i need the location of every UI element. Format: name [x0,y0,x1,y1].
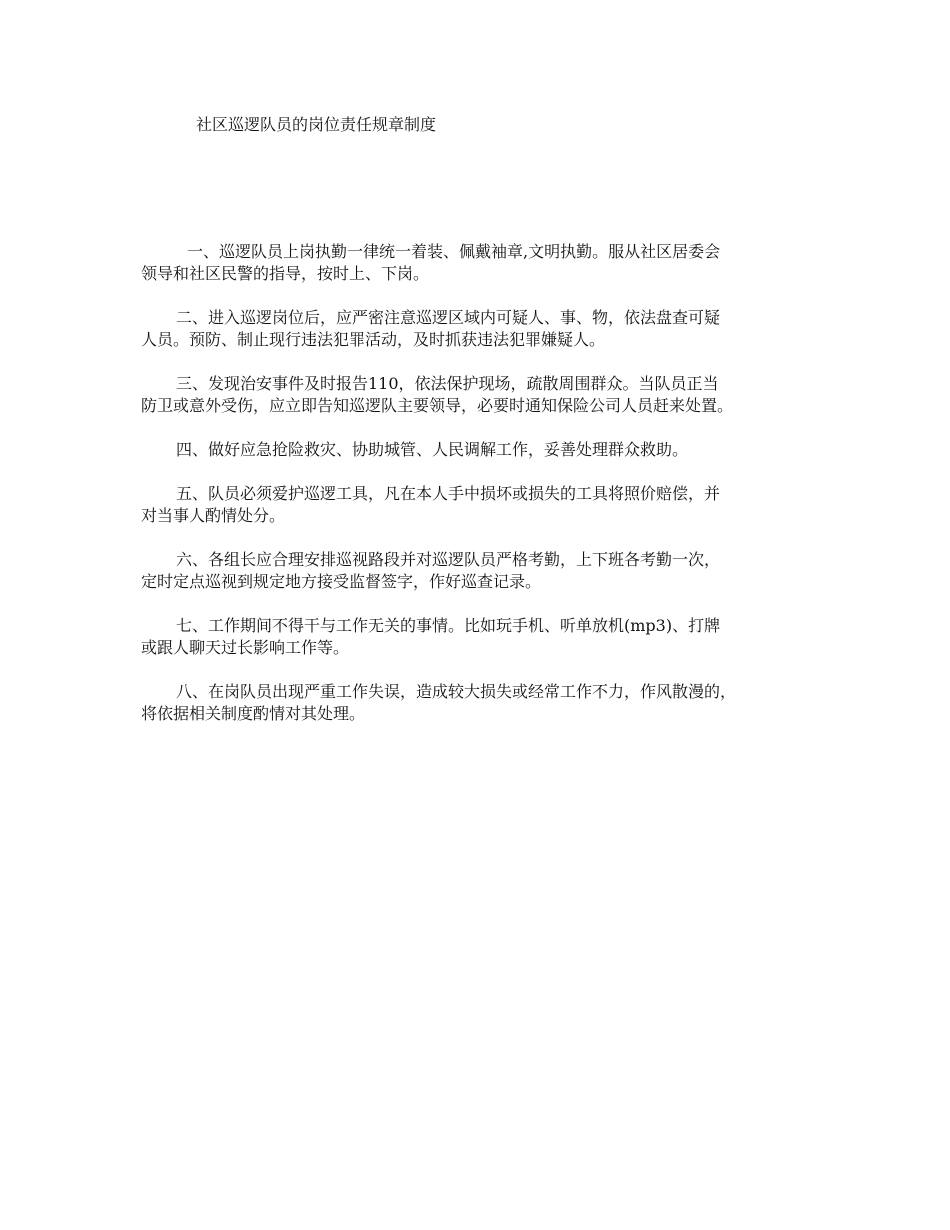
paragraph-line: 五、队员必须爱护巡逻工具，凡在本人手中损坏或损失的工具将照价赔偿，并 [176,484,721,503]
paragraph-line: 定时定点巡视到规定地方接受监督签字，作好巡查记录。 [141,572,542,591]
paragraph-4 [141,439,821,461]
paragraph-line: 防卫或意外受伤，应立即告知巡逻队主要领导，必要时通知保险公司人员赶来处置。 [141,396,734,415]
paragraph-line: 二、进入巡逻岗位后，应严密注意巡逻区域内可疑人、事、物，依法盘查可疑 [176,308,721,327]
paragraph-line: 六、各组长应合理安排巡视路段并对巡逻队员严格考勤，上下班各考勤一次， [176,550,721,569]
paragraph-line: 三、发现治安事件及时报告110，依法保护现场，疏散周围群众。当队员正当 [176,374,719,393]
paragraph-line: 一、巡逻队员上岗执勤一律统一着装、佩戴袖章,文明执勤。服从社区居委会 [187,242,721,261]
document-title: 社区巡逻队员的岗位责任规章制度 [196,115,437,134]
paragraph-6 [141,549,821,593]
paragraph-line: 七、工作期间不得干与工作无关的事情。比如玩手机、听单放机(mp3)、打牌 [176,616,721,635]
paragraph-line: 四、做好应急抢险救灾、协助城管、人民调解工作，妥善处理群众救助。 [176,440,689,459]
paragraph-8 [141,681,821,725]
paragraph-2 [141,307,821,351]
paragraph-5 [141,483,821,527]
paragraph-line: 八、在岗队员出现严重工作失误，造成较大损失或经常工作不力，作风散漫的， [176,682,737,701]
paragraph-line: 将依据相关制度酌情对其处理。 [141,704,366,723]
paragraph-7 [141,615,821,659]
paragraph-3 [141,373,821,417]
paragraph-line: 对当事人酌情处分。 [141,506,286,525]
document-body [141,241,821,747]
paragraph-line: 领导和社区民警的指导，按时上、下岗。 [141,264,430,283]
paragraph-line: 或跟人聊天过长影响工作等。 [141,638,350,657]
paragraph-1 [141,241,821,285]
paragraph-line: 人员。预防、制止现行违法犯罪活动，及时抓获违法犯罪嫌疑人。 [141,330,606,349]
